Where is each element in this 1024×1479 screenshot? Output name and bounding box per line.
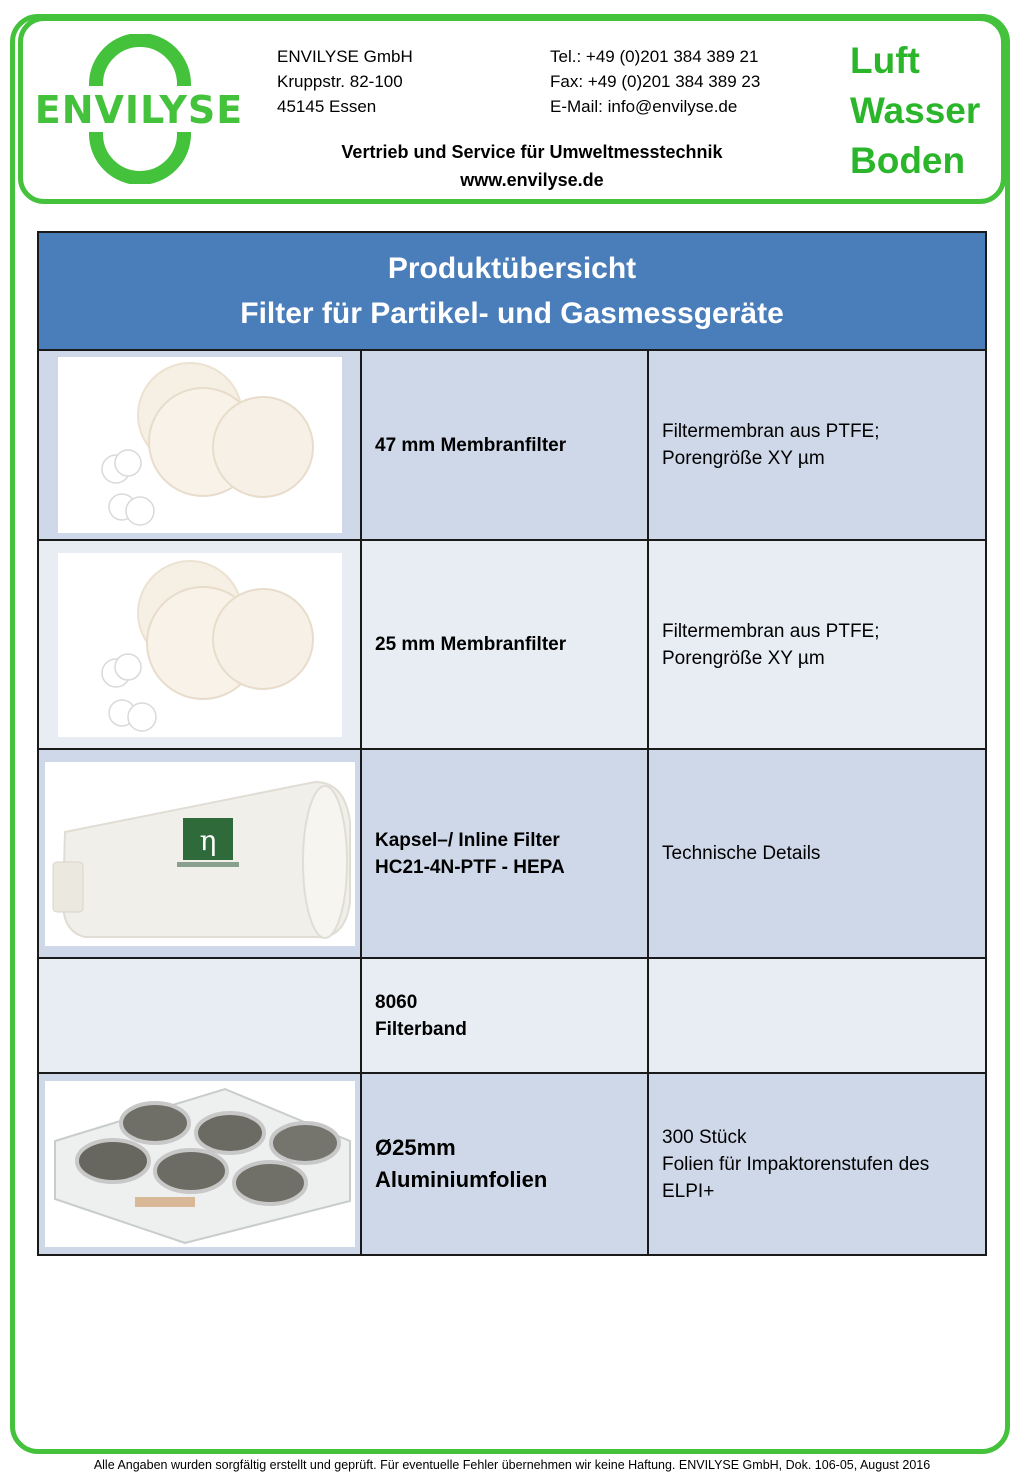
slogan — [850, 36, 980, 186]
product-name-line: 25 mm Membranfilter — [375, 634, 567, 655]
product-image-cell — [38, 958, 361, 1073]
product-image-cell — [38, 749, 361, 958]
product-name-line: HC21-4N-PTF - HEPA — [375, 856, 565, 878]
envilyse-logo — [34, 34, 244, 184]
slogan-boden: Boden — [850, 140, 966, 181]
technical-details-link[interactable]: Technische Details — [662, 843, 821, 864]
email-address[interactable]: E-Mail: info@envilyse.de — [550, 97, 738, 116]
product-desc-line: Filtermembran aus PTFE; — [662, 421, 880, 442]
product-name — [361, 958, 648, 1073]
product-description — [648, 958, 986, 1073]
product-desc-line: Filtermembran aus PTFE; — [662, 620, 880, 642]
tagline: Vertrieb und Service für Umweltmesstechnik — [341, 142, 723, 162]
tagline-block — [262, 138, 802, 194]
company-city: 45145 Essen — [277, 97, 377, 116]
product-name — [361, 540, 648, 749]
product-name-line: Kapsel–/ Inline Filter — [375, 829, 560, 851]
capsule-filter-photo — [45, 762, 355, 946]
product-name-line: Ø25mm — [375, 1135, 456, 1160]
company-address — [277, 44, 413, 119]
product-image-cell — [38, 350, 361, 540]
product-name — [361, 1073, 648, 1255]
phone-number: Tel.: +49 (0)201 384 389 21 — [550, 47, 759, 66]
footer-disclaimer: Alle Angaben wurden sorgfältig erstellt und geprüft. Für eventuelle Fehler übernehmen wir keine Haftung. ENVILYSE GmbH, Dok. 106-05, August 2016 — [93, 1458, 931, 1472]
table-title-cell — [38, 232, 986, 350]
table-title: Produktübersicht — [387, 252, 637, 285]
product-name-line: Aluminiumfolien — [375, 1167, 548, 1192]
product-description — [648, 350, 986, 540]
company-name: ENVILYSE GmbH — [277, 47, 413, 66]
svg-text:η: η — [199, 823, 216, 857]
company-street: Kruppstr. 82-100 — [277, 72, 403, 91]
product-name — [361, 749, 648, 958]
product-desc-line: Porengröße XY µm — [662, 448, 825, 469]
table-subtitle: Filter für Partikel- und Gasmessgeräte — [240, 297, 784, 330]
product-name-line: 8060 — [375, 991, 418, 1013]
product-desc-line: 300 Stück — [662, 1126, 747, 1148]
product-name-line: 47 mm Membranfilter — [375, 434, 567, 456]
membrane-filters-photo — [58, 357, 342, 533]
aluminium-foils-photo — [45, 1081, 355, 1247]
table-row — [38, 749, 986, 958]
slogan-wasser: Wasser — [850, 90, 981, 131]
table-row — [38, 958, 986, 1073]
product-description — [648, 1073, 986, 1255]
membrane-filters-photo — [58, 553, 342, 737]
product-image-cell — [38, 540, 361, 749]
product-description — [648, 540, 986, 749]
product-desc-line: ELPI+ — [662, 1180, 715, 1202]
product-image-cell — [38, 1073, 361, 1255]
website-link[interactable]: www.envilyse.de — [460, 170, 604, 190]
slogan-luft: Luft — [850, 40, 920, 81]
product-desc-line: Porengröße XY µm — [662, 647, 825, 669]
logo-text: ENVILYSE — [34, 88, 244, 132]
fax-number: Fax: +49 (0)201 384 389 23 — [550, 72, 761, 91]
product-description — [648, 749, 986, 958]
table-row — [38, 540, 986, 749]
table-row — [38, 1073, 986, 1255]
product-desc-line: Folien für Impaktorenstufen des — [662, 1153, 930, 1175]
product-name-line: Filterband — [375, 1018, 467, 1040]
product-table — [37, 231, 987, 1256]
table-row — [38, 350, 986, 540]
product-name — [361, 350, 648, 540]
company-contact — [550, 44, 760, 119]
